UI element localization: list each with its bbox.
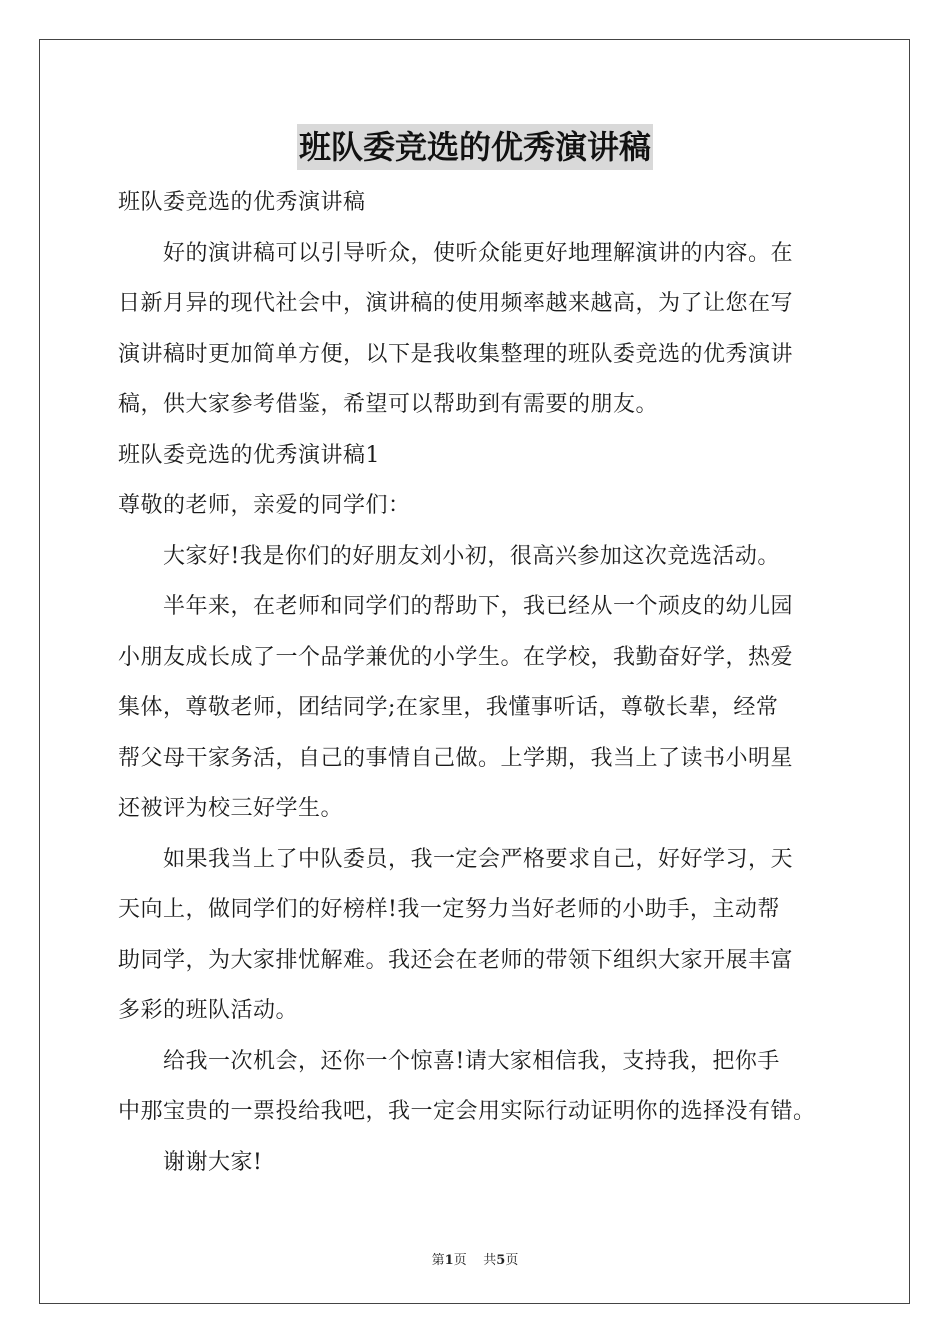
text-line: 班队委竞选的优秀演讲稿 [118, 190, 366, 215]
text-line: 助同学，为大家排忧解难。我还会在老师的带领下组织大家开展丰富 [118, 947, 794, 973]
text-line: 给我一次机会，还你一个惊喜!请大家相信我，支持我，把你手 [163, 1048, 780, 1074]
page-footer [0, 1249, 950, 1268]
title-container [0, 124, 950, 170]
page-label-prefix: 第 [431, 1253, 445, 1268]
total-label-suffix: 页 [505, 1253, 519, 1268]
page-label-suffix: 页 [453, 1253, 467, 1268]
text-line: 大家好!我是你们的好朋友刘小初，很高兴参加这次竞选活动。 [163, 543, 780, 569]
text-line: 尊敬的老师，亲爱的同学们： [118, 493, 411, 518]
text-line: 多彩的班队活动。 [118, 998, 299, 1023]
text-line: 还被评为校三好学生。 [118, 796, 344, 821]
page-number: 1 [444, 1253, 454, 1268]
text-line: 演讲稿时更加简单方便，以下是我收集整理的班队委竞选的优秀演讲 [118, 341, 794, 367]
text-line: 如果我当上了中队委员，我一定会严格要求自己，好好学习，天 [163, 846, 794, 872]
text-line: 谢谢大家! [163, 1149, 263, 1175]
total-label-prefix: 共 [483, 1253, 497, 1268]
text-line: 班队委竞选的优秀演讲稿1 [118, 442, 380, 468]
text-line: 半年来，在老师和同学们的帮助下，我已经从一个顽皮的幼儿园 [163, 594, 794, 619]
total-pages: 5 [496, 1253, 506, 1268]
text-line: 中那宝贵的一票投给我吧，我一定会用实际行动证明你的选择没有错。 [118, 1099, 816, 1124]
document-body [118, 178, 838, 1188]
text-line: 好的演讲稿可以引导听众，使听众能更好地理解演讲的内容。在 [163, 240, 794, 266]
text-line: 小朋友成长成了一个品学兼优的小学生。在学校，我勤奋好学，热爱 [118, 644, 794, 670]
text-line: 天向上，做同学们的好榜样!我一定努力当好老师的小助手，主动帮 [118, 897, 780, 922]
text-line: 集体，尊敬老师，团结同学;在家里，我懂事听话，尊敬长辈，经常 [118, 695, 779, 720]
text-line: 日新月异的现代社会中，演讲稿的使用频率越来越高，为了让您在写 [118, 291, 794, 316]
document-title: 班队委竞选的优秀演讲稿 [297, 124, 653, 170]
text-line: 帮父母干家务活，自己的事情自己做。上学期，我当上了读书小明星 [118, 745, 794, 771]
text-line: 稿，供大家参考借鉴，希望可以帮助到有需要的朋友。 [118, 392, 659, 417]
